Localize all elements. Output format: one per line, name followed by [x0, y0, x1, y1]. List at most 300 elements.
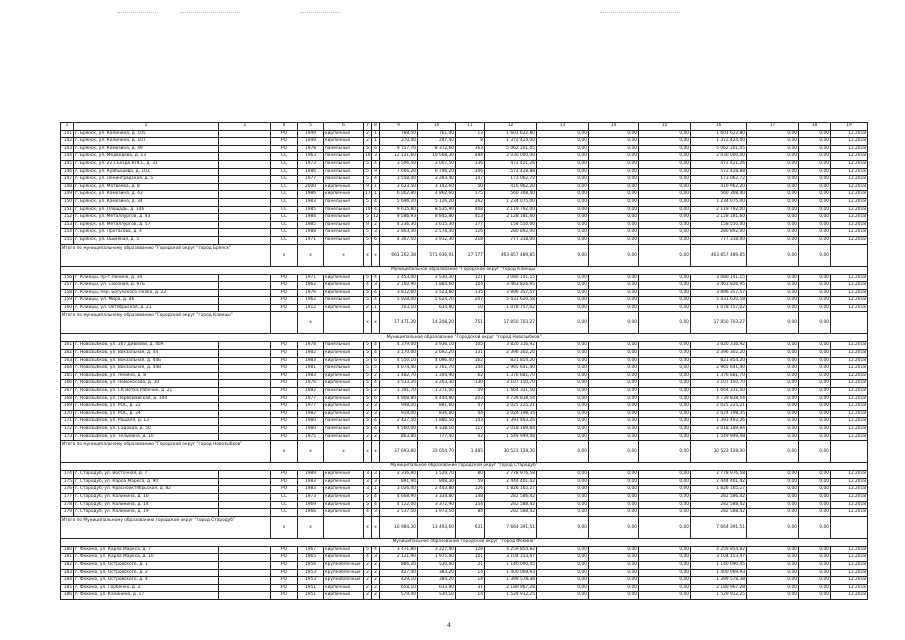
table-cell: 0,00 [589, 584, 639, 592]
table-cell: 1971 [298, 236, 324, 244]
table-cell: 2 778 976,58 [485, 471, 537, 479]
table-cell: 157 [61, 282, 74, 290]
table-cell: 2 180 967,28 [691, 584, 747, 592]
table-cell: 416 962,20 [485, 183, 537, 191]
table-cell: 262 [456, 198, 485, 206]
table-cell: 0,00 [799, 410, 831, 418]
table-cell: 5 [364, 176, 372, 184]
table-cell: 0,00 [589, 198, 639, 206]
table-cell: РО [271, 486, 298, 494]
column-number-cell: 11 [456, 123, 485, 131]
table-cell: 0,00 [537, 554, 589, 562]
table-cell: кирпичные [324, 584, 364, 592]
table-cell: 177 [456, 221, 485, 229]
table-cell: 0,00 [589, 183, 639, 191]
table-cell [219, 130, 271, 138]
table-cell: г. Новозыбков, ул. РОС, д. 24 [74, 410, 219, 418]
table-cell: 3 [372, 153, 380, 161]
table-cell: 2 [372, 584, 380, 592]
table-cell [219, 168, 271, 176]
table-row [61, 592, 868, 600]
table-row [61, 289, 868, 297]
table-cell: 1 376 681,70 [691, 372, 747, 380]
table-cell: 0,00 [639, 380, 691, 388]
table-cell: 156 [61, 274, 74, 282]
table-cell: 1 [372, 138, 380, 146]
table-cell: г. Клинцы, ул. Октябрьская, д. 21 [74, 304, 219, 312]
table-cell: г. Новозыбков, ул. Ломоносова, д. 30 [74, 380, 219, 388]
table-cell: 0,00 [639, 160, 691, 168]
subtotal-row [61, 441, 868, 463]
table-row [61, 191, 868, 199]
table-cell: 1963 [298, 153, 324, 161]
table-cell: 5 928,00 [380, 297, 418, 305]
table-cell: 2 316,80 [380, 471, 418, 479]
table-cell: 0,00 [799, 546, 831, 554]
table-row [61, 130, 868, 138]
subtotal-cell: 0,00 [537, 312, 589, 334]
table-cell: 0,00 [747, 388, 799, 396]
subtotal-cell: 0,00 [747, 516, 799, 538]
table-cell: 1986 [298, 168, 324, 176]
table-cell: 4 [372, 493, 380, 501]
column-number-cell: 14 [589, 123, 639, 131]
table-cell: 12.2018 [831, 418, 868, 426]
subtotal-cell [831, 312, 868, 334]
table-cell: г. Клинцы, ул. Мира, д. 46 [74, 297, 219, 305]
table-cell: 2 [372, 221, 380, 229]
column-number-cell: 16 [691, 123, 747, 131]
table-cell [219, 357, 271, 365]
table-cell: г. Фокино, ул. Островского, д. 2 [74, 569, 219, 577]
table-cell: панельные [324, 342, 364, 350]
table-cell: 0,00 [799, 145, 831, 153]
subtotal-cell [831, 244, 868, 266]
table-cell: г. Клинцы, пер. Богунского Полка, д. 22 [74, 289, 219, 297]
table-cell: 177 [61, 493, 74, 501]
table-cell: 0,00 [799, 138, 831, 146]
table-cell: 4 [372, 206, 380, 214]
table-cell [219, 561, 271, 569]
table-cell: РО [271, 365, 298, 373]
table-cell: 170 [61, 410, 74, 418]
table-cell: 0,00 [747, 554, 799, 562]
table-cell: г. Брянск, ул. Медведева, д. 13 [74, 153, 219, 161]
table-cell: 12.2018 [831, 357, 868, 365]
subtotal-cell: 0,00 [537, 441, 589, 463]
table-cell: 2 530,30 [418, 274, 456, 282]
table-cell: 50 [456, 183, 485, 191]
subtotal-cell: х [271, 441, 298, 463]
table-cell: кирпичные [324, 357, 364, 365]
table-cell: 148 [61, 183, 74, 191]
table-cell: 0,00 [747, 198, 799, 206]
subtotal-cell: х [271, 516, 298, 538]
table-cell: 472 421,26 [691, 160, 747, 168]
table-cell: 175 [61, 478, 74, 486]
table-cell: 0,00 [747, 410, 799, 418]
column-number-cell: 18 [799, 123, 831, 131]
table-cell: 530,00 [418, 561, 456, 569]
table-cell: РО [271, 289, 298, 297]
table-cell: 0,00 [639, 357, 691, 365]
table-cell: 1966 [298, 509, 324, 517]
table-cell: кирпичные [324, 282, 364, 290]
table-cell: 2 803,30 [380, 229, 418, 237]
table-cell: 0,00 [589, 577, 639, 585]
table-cell: 0,00 [639, 304, 691, 312]
table-cell: 12.2018 [831, 214, 868, 222]
table-row [61, 221, 868, 229]
table-cell: 1 400 069,93 [485, 569, 537, 577]
table-cell: 12.2018 [831, 486, 868, 494]
table-cell: 0,00 [589, 426, 639, 434]
table-cell: 130 [456, 380, 485, 388]
table-cell: 6 [372, 395, 380, 403]
table-cell: 0,00 [639, 426, 691, 434]
table-cell: 0,00 [639, 297, 691, 305]
table-cell: 12.2018 [831, 403, 868, 411]
table-cell: кирпичные [324, 274, 364, 282]
table-cell: 3 007,50 [418, 160, 456, 168]
table-cell: 207 [456, 297, 485, 305]
subtotal-cell: 17 850 703,27 [485, 312, 537, 334]
table-cell: 0,00 [589, 433, 639, 441]
table-cell: РО [271, 569, 298, 577]
table-cell: 0,00 [799, 176, 831, 184]
table-cell: 0,00 [747, 160, 799, 168]
table-cell: 6 [372, 236, 380, 244]
table-cell: 3 [364, 478, 372, 486]
table-cell: РО [271, 584, 298, 592]
table-cell: 0,00 [799, 365, 831, 373]
table-cell: 282 588,42 [691, 509, 747, 517]
table-cell [219, 577, 271, 585]
table-cell: г. Новозыбков, ул. СК Ветка Рабочих, д. 21 [74, 388, 219, 396]
table-cell: 105 [456, 342, 485, 350]
table-cell: панельные [324, 365, 364, 373]
subtotal-cell: 16 984,30 [380, 516, 418, 538]
table-row [61, 176, 868, 184]
table-cell: 5 [364, 342, 372, 350]
table-cell: 3 [372, 471, 380, 479]
subtotal-cell: х [271, 244, 298, 266]
table-cell [219, 206, 271, 214]
table-cell: 383,20 [418, 569, 456, 577]
table-cell: 0,00 [589, 221, 639, 229]
table-cell [219, 493, 271, 501]
table-cell: 1 [372, 130, 380, 138]
table-cell: 149 [61, 191, 74, 199]
table-cell: 0,00 [589, 410, 639, 418]
page-number: 4 [447, 622, 451, 629]
column-number-cell: 4 [271, 123, 298, 131]
table-cell [219, 198, 271, 206]
table-cell: крупноблочные [324, 577, 364, 585]
table-cell: 1 973,50 [418, 509, 456, 517]
table-cell: г. Фокино, ул. Калинина, д. 17 [74, 592, 219, 600]
table-cell: 0,00 [589, 554, 639, 562]
table-cell: 161 [61, 342, 74, 350]
table-cell: 12.2018 [831, 153, 868, 161]
table-cell: 14 [456, 577, 485, 585]
table-cell: 12.2018 [831, 229, 868, 237]
table-cell: 44 [456, 410, 485, 418]
table-cell: РО [271, 546, 298, 554]
table-cell: 5 [364, 274, 372, 282]
table-row [61, 471, 868, 479]
table-cell: 218 [456, 236, 485, 244]
table-cell: 1949 [298, 138, 324, 146]
table-cell: 1 376 681,70 [485, 372, 537, 380]
table-cell: 117 [456, 426, 485, 434]
column-number-cell: 7 [364, 123, 372, 131]
table-cell: 280 892,00 [691, 229, 747, 237]
subtotal-cell: 0,00 [589, 516, 639, 538]
table-cell: 151 [61, 206, 74, 214]
table-cell: панельные [324, 229, 364, 237]
table-cell: 2 180 967,28 [485, 584, 537, 592]
table-cell [219, 191, 271, 199]
table-cell: 178 [61, 501, 74, 509]
table-cell: 572 428,88 [691, 168, 747, 176]
table-cell: РО [271, 145, 298, 153]
table-cell: 1982 [298, 388, 324, 396]
table-cell: СС [271, 160, 298, 168]
table-cell: 12.2018 [831, 471, 868, 479]
table-cell: 0,00 [799, 357, 831, 365]
subtotal-row [61, 312, 868, 334]
table-cell: 0,00 [747, 546, 799, 554]
table-cell: 777 318,00 [485, 236, 537, 244]
table-cell: 4 122,00 [380, 501, 418, 509]
table-cell: 148 [456, 493, 485, 501]
table-cell: 0,00 [589, 191, 639, 199]
subtotal-cell: 571 936,91 [418, 244, 456, 266]
table-cell: 1985 [298, 221, 324, 229]
table-cell: 0,00 [589, 403, 639, 411]
table-cell: 0,00 [589, 282, 639, 290]
table-cell: 3 [364, 486, 372, 494]
table-cell [219, 478, 271, 486]
table-cell: 0,00 [589, 350, 639, 358]
table-cell: 0,00 [639, 191, 691, 199]
table-cell: 0,00 [589, 478, 639, 486]
table-cell: 0,00 [639, 546, 691, 554]
section-heading-row [61, 334, 868, 342]
table-cell: 2 453,40 [380, 274, 418, 282]
subtotal-cell: 0,00 [799, 516, 831, 538]
table-cell: 4 [372, 297, 380, 305]
table-cell: 3 533,20 [380, 380, 418, 388]
table-row [61, 395, 868, 403]
table-cell: 2 778 976,58 [691, 471, 747, 479]
table-cell: 84 [456, 509, 485, 517]
table-cell: 0,00 [537, 191, 589, 199]
table-cell: 0,00 [639, 176, 691, 184]
table-row [61, 160, 868, 168]
table-cell: 1 400 069,93 [691, 569, 747, 577]
subtotal-cell: х [372, 516, 380, 538]
table-cell: 1 482,70 [380, 372, 418, 380]
table-cell: г. Клинцы, пр-т Ленина, д. 34 [74, 274, 219, 282]
table-cell: 0,00 [589, 168, 639, 176]
table-cell: СС [271, 501, 298, 509]
table-cell [219, 471, 271, 479]
table-cell [219, 236, 271, 244]
table-cell: 0,00 [537, 198, 589, 206]
table-cell: РО [271, 478, 298, 486]
table-cell: 10 [456, 304, 485, 312]
table-cell: 0,00 [799, 229, 831, 237]
table-cell: 0,00 [639, 471, 691, 479]
table-cell: 0,00 [799, 471, 831, 479]
table-cell [219, 418, 271, 426]
table-cell: 0,00 [799, 577, 831, 585]
table-cell: 1977 [298, 403, 324, 411]
subtotal-cell: х [298, 244, 324, 266]
subtotal-cell: 13 493,60 [418, 516, 456, 538]
table-row [61, 426, 868, 434]
table-cell: 821 854,20 [485, 357, 537, 365]
table-cell: 0,00 [747, 130, 799, 138]
table-cell: 2 [364, 403, 372, 411]
table-cell: 128 [456, 546, 485, 554]
table-cell: 0,00 [589, 176, 639, 184]
table-cell [219, 433, 271, 441]
table-cell: 0,00 [639, 206, 691, 214]
table-cell: 0,00 [537, 388, 589, 396]
table-cell: 484 [456, 153, 485, 161]
table-row [61, 501, 868, 509]
table-cell: 2 [364, 561, 372, 569]
table-cell: 0,00 [639, 569, 691, 577]
table-cell: 144 [456, 365, 485, 373]
column-number-cell: 19 [831, 123, 868, 131]
table-cell: 0,00 [747, 509, 799, 517]
table-cell [219, 282, 271, 290]
table-cell: 0,00 [799, 282, 831, 290]
subtotal-cell: х [324, 441, 364, 463]
table-cell: 1 393 493,26 [691, 418, 747, 426]
table-cell: 0,00 [537, 342, 589, 350]
table-cell: РО [271, 282, 298, 290]
table-cell: 0,00 [747, 569, 799, 577]
subtotal-cell: 7 664 391,51 [485, 516, 537, 538]
table-cell: СС [271, 198, 298, 206]
table-cell: 6 [372, 145, 380, 153]
table-cell: 0,00 [537, 569, 589, 577]
table-cell: кирпичные [324, 478, 364, 486]
table-cell: 174 [61, 471, 74, 479]
table-cell: 3 [372, 229, 380, 237]
table-cell: 169 [61, 403, 74, 411]
table-cell: 0,00 [639, 229, 691, 237]
table-cell: 777,40 [418, 433, 456, 441]
table-cell: панельные [324, 418, 364, 426]
table-cell: 5 431 620,58 [485, 297, 537, 305]
table-cell: 0,00 [639, 130, 691, 138]
table-cell: 9 615,80 [380, 206, 418, 214]
table-cell: 0,00 [799, 198, 831, 206]
table-cell: 5 [372, 365, 380, 373]
table-cell: 1 [372, 191, 380, 199]
table-body [61, 123, 868, 600]
table-cell: 4 560,00 [380, 426, 418, 434]
table-cell: 0,00 [589, 304, 639, 312]
table-cell: 12.2018 [831, 546, 868, 554]
table-cell: 0,00 [537, 418, 589, 426]
table-cell: РО [271, 380, 298, 388]
table-cell: 3 596,50 [380, 160, 418, 168]
table-cell: 0,00 [747, 380, 799, 388]
subtotal-cell: 33 654,70 [418, 441, 456, 463]
table-cell: РО [271, 561, 298, 569]
table-cell [219, 592, 271, 600]
table-row [61, 380, 868, 388]
table-cell: 0,00 [639, 289, 691, 297]
table-cell: г. Брянск, ул. Камозина, д. 49 [74, 145, 219, 153]
table-cell: 1 [372, 183, 380, 191]
table-row [61, 206, 868, 214]
table-cell: 0,00 [589, 153, 639, 161]
subtotal-cell: 17 850 703,27 [691, 312, 747, 334]
column-number-cell: 15 [639, 123, 691, 131]
table-cell: 886,20 [380, 561, 418, 569]
table-cell: 1982 [298, 410, 324, 418]
table-cell: г. Брянск, ул. Матвеева, д. 8 [74, 183, 219, 191]
table-cell: 0,00 [589, 206, 639, 214]
table-cell: 31 [456, 584, 485, 592]
table-cell: 12.2018 [831, 236, 868, 244]
table-cell: 948,20 [380, 403, 418, 411]
table-cell: 0,00 [747, 168, 799, 176]
table-cell: 2 025 225,21 [485, 403, 537, 411]
table-row [61, 365, 868, 373]
table-cell: 8 [456, 138, 485, 146]
table-cell: 143 [61, 145, 74, 153]
table-cell: 0,00 [747, 501, 799, 509]
table-cell: 5 [364, 160, 372, 168]
table-cell: 0,00 [799, 168, 831, 176]
table-cell: 176 [61, 486, 74, 494]
table-cell: 4 739 838,54 [485, 395, 537, 403]
table-cell: СС [271, 236, 298, 244]
table-cell: 1 344,90 [418, 372, 456, 380]
table-cell: 1949 [298, 130, 324, 138]
housing-register-table [60, 122, 868, 600]
table-cell: 1 880,50 [418, 418, 456, 426]
table-cell: 5 [364, 365, 372, 373]
table-cell: 2 [364, 138, 372, 146]
table-cell: 761,00 [418, 130, 456, 138]
table-cell: 0,00 [747, 236, 799, 244]
table-cell: 0,00 [639, 592, 691, 600]
subtotal-cell: х [364, 244, 372, 266]
table-cell: 135 [456, 289, 485, 297]
table-cell: 0,00 [799, 304, 831, 312]
column-number-cell: 3 [219, 123, 271, 131]
table-cell: 0,00 [537, 426, 589, 434]
table-cell: кирпичные [324, 380, 364, 388]
table-cell: 634,80 [418, 304, 456, 312]
table-cell: 788,50 [380, 130, 418, 138]
table-cell: 4 [364, 554, 372, 562]
table-cell: РО [271, 418, 298, 426]
table-cell: 0,00 [537, 350, 589, 358]
table-cell: 0,00 [537, 236, 589, 244]
table-cell: 1983 [298, 372, 324, 380]
